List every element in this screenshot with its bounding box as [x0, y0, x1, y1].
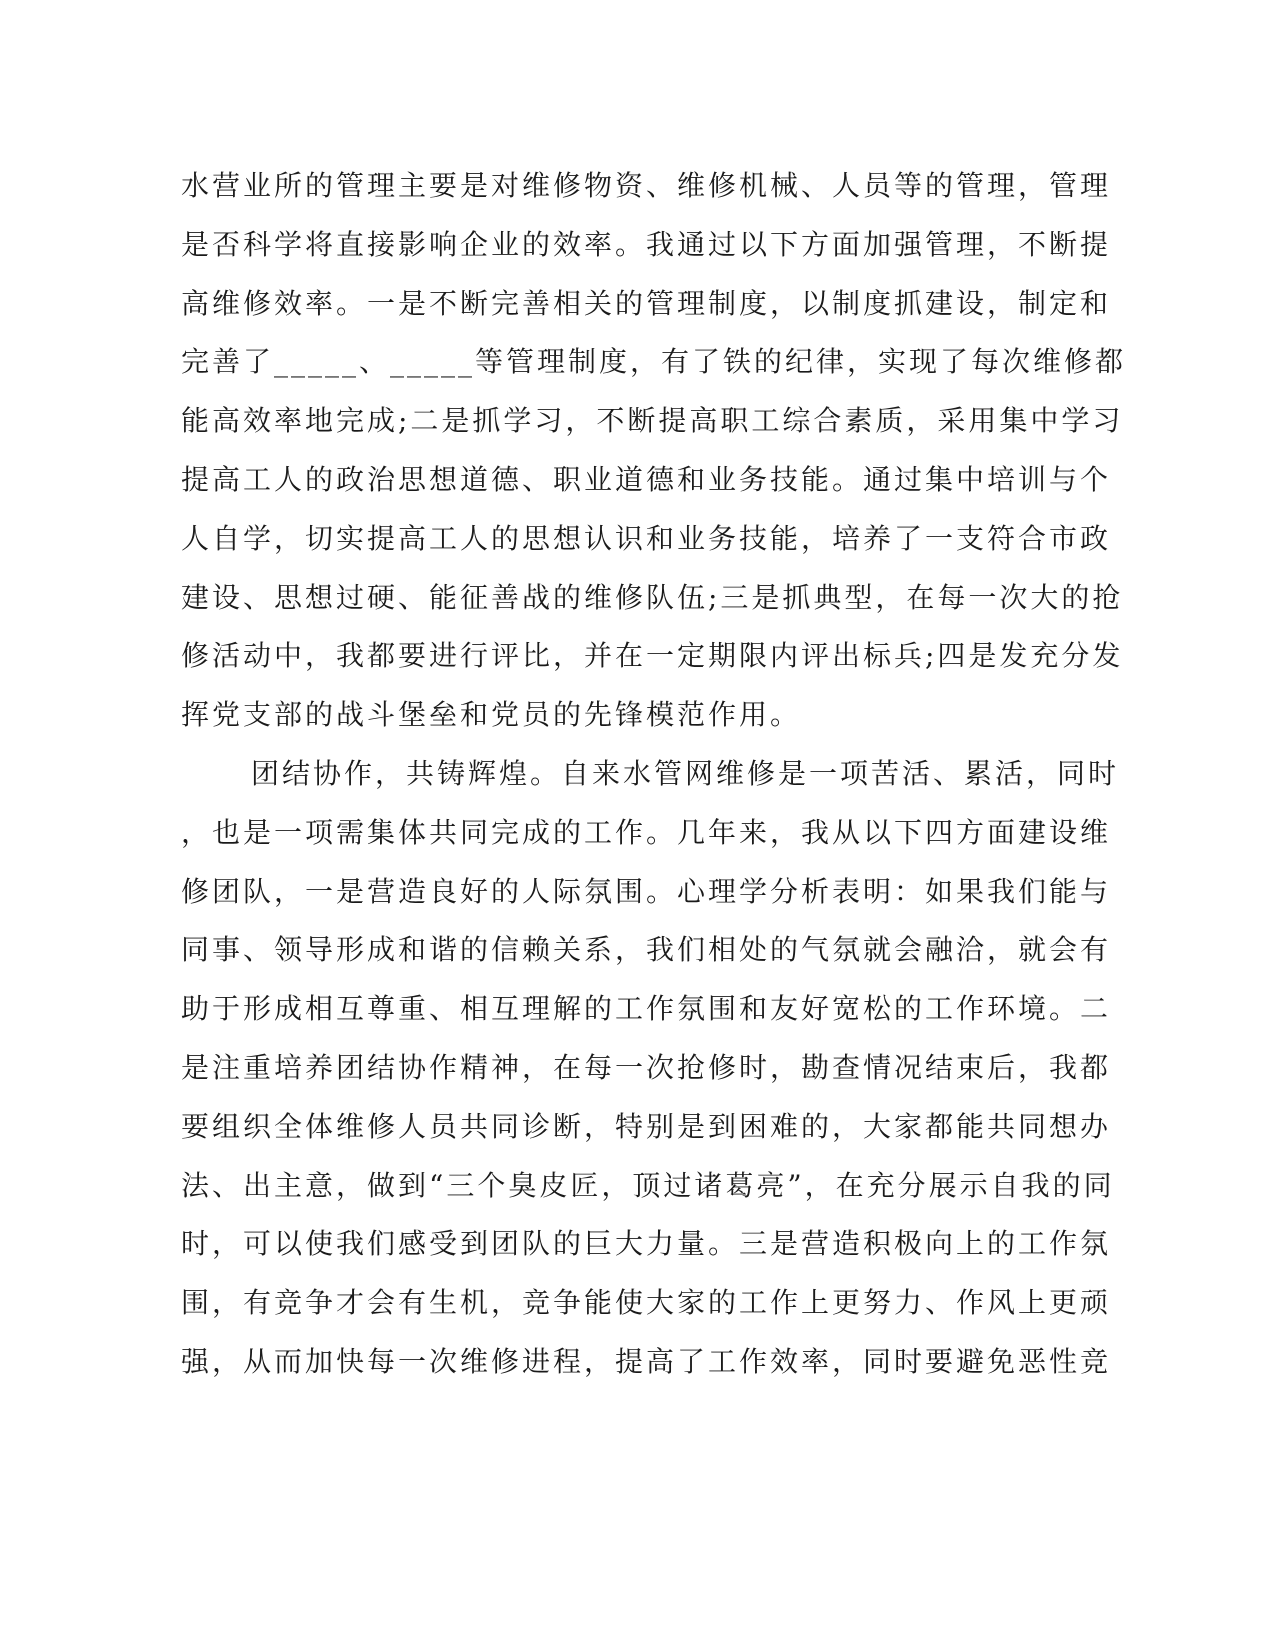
text-line: 围，有竞争才会有生机，竞争能使大家的工作上更努力、作风上更顽	[181, 1286, 1112, 1320]
text-line: ，也是一项需集体共同完成的工作。几年来，我从以下四方面建设维	[181, 815, 1112, 849]
paragraph-start-line: 团结协作，共铸辉煌。自来水管网维修是一项苦活、累活，同时	[251, 756, 1120, 790]
text-line: 完善了_____、_____等管理制度，有了铁的纪律，实现了每次维修都	[181, 345, 1127, 379]
text-line: 人自学，切实提高工人的思想认识和业务技能，培养了一支符合市政	[181, 521, 1112, 555]
text-line: 建设、思想过硬、能征善战的维修队伍;三是抓典型，在每一次大的抢	[181, 580, 1124, 614]
text-line: 要组织全体维修人员共同诊断，特别是到困难的，大家都能共同想办	[181, 1109, 1112, 1143]
text-line: 挥党支部的战斗堡垒和党员的先锋模范作用。	[181, 698, 802, 732]
text-line: 水营业所的管理主要是对维修物资、维修机械、人员等的管理，管理	[181, 169, 1112, 202]
text-line: 修团队，一是营造良好的人际氛围。心理学分析表明：如果我们能与	[181, 874, 1112, 908]
text-line: 助于形成相互尊重、相互理解的工作氛围和友好宽松的工作环境。二	[181, 992, 1112, 1026]
body-text	[181, 157, 1127, 1392]
text-line: 是否科学将直接影响企业的效率。我通过以下方面加强管理，不断提	[181, 227, 1112, 261]
text-line: 能高效率地完成;二是抓学习，不断提高职工综合素质，采用集中学习	[181, 404, 1124, 438]
text-line: 强，从而加快每一次维修进程，提高了工作效率，同时要避免恶性竞	[181, 1344, 1112, 1378]
text-line: 提高工人的政治思想道德、职业道德和业务技能。通过集中培训与个	[181, 462, 1112, 496]
text-line: 法、出主意，做到“三个臭皮匠，顶过诸葛亮”，在充分展示自我的同	[181, 1168, 1115, 1202]
text-line: 修活动中，我都要进行评比，并在一定期限内评出标兵;四是发充分发	[181, 639, 1124, 673]
text-line: 高维修效率。一是不断完善相关的管理制度，以制度抓建设，制定和	[181, 286, 1112, 320]
text-line: 同事、领导形成和谐的信赖关系，我们相处的气氛就会融洽，就会有	[181, 933, 1112, 967]
text-line: 是注重培养团结协作精神，在每一次抢修时，勘查情况结束后，我都	[181, 1050, 1112, 1084]
text-line: 时，可以使我们感受到团队的巨大力量。三是营造积极向上的工作氛	[181, 1227, 1112, 1261]
